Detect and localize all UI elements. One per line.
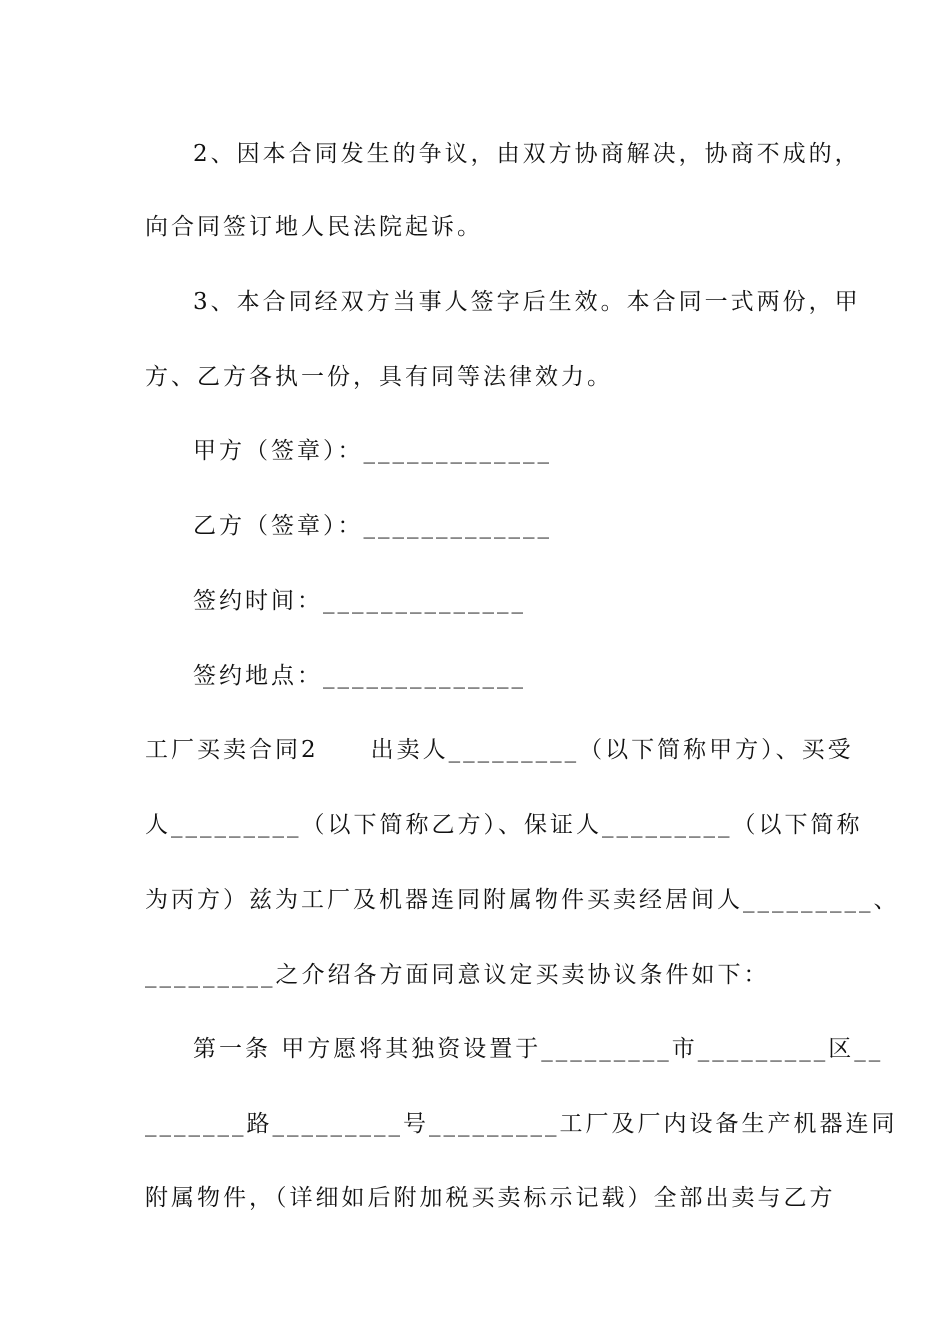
paragraph-line: 为丙方）兹为工厂及机器连同附属物件买卖经居间人_________、 (145, 887, 900, 913)
signature-line-party-b: 乙方（签章）：_____________ (193, 513, 552, 539)
signature-line-party-a: 甲方（签章）：_____________ (193, 438, 552, 464)
paragraph-line: 2、因本合同发生的争议，由双方协商解决，协商不成的， (193, 141, 861, 167)
paragraph-line: 人_________（以下简称乙方）、保证人_________（以下简称 (145, 812, 863, 838)
paragraph-line: 向合同签订地人民法院起诉。 (145, 214, 483, 240)
paragraph-line: 附属物件，（详细如后附加税买卖标示记载）全部出卖与乙方 (145, 1185, 836, 1211)
article-one-line: 第一条 甲方愿将其独资设置于_________市_________区__ (193, 1036, 884, 1062)
contract-title-line: 工厂买卖合同2 出卖人_________（以下简称甲方）、买受 (145, 737, 854, 763)
paragraph-line: 方、乙方各执一份，具有同等法律效力。 (145, 364, 613, 390)
paragraph-line: _______路_________号_________工厂及厂内设备生产机器连同 (145, 1111, 898, 1137)
signing-date-line: 签约时间：______________ (193, 588, 526, 614)
paragraph-line: 3、本合同经双方当事人签字后生效。本合同一式两份，甲 (193, 289, 861, 315)
paragraph-line: _________之介绍各方面同意议定买卖协议条件如下： (145, 962, 770, 988)
signing-place-line: 签约地点：______________ (193, 663, 526, 689)
